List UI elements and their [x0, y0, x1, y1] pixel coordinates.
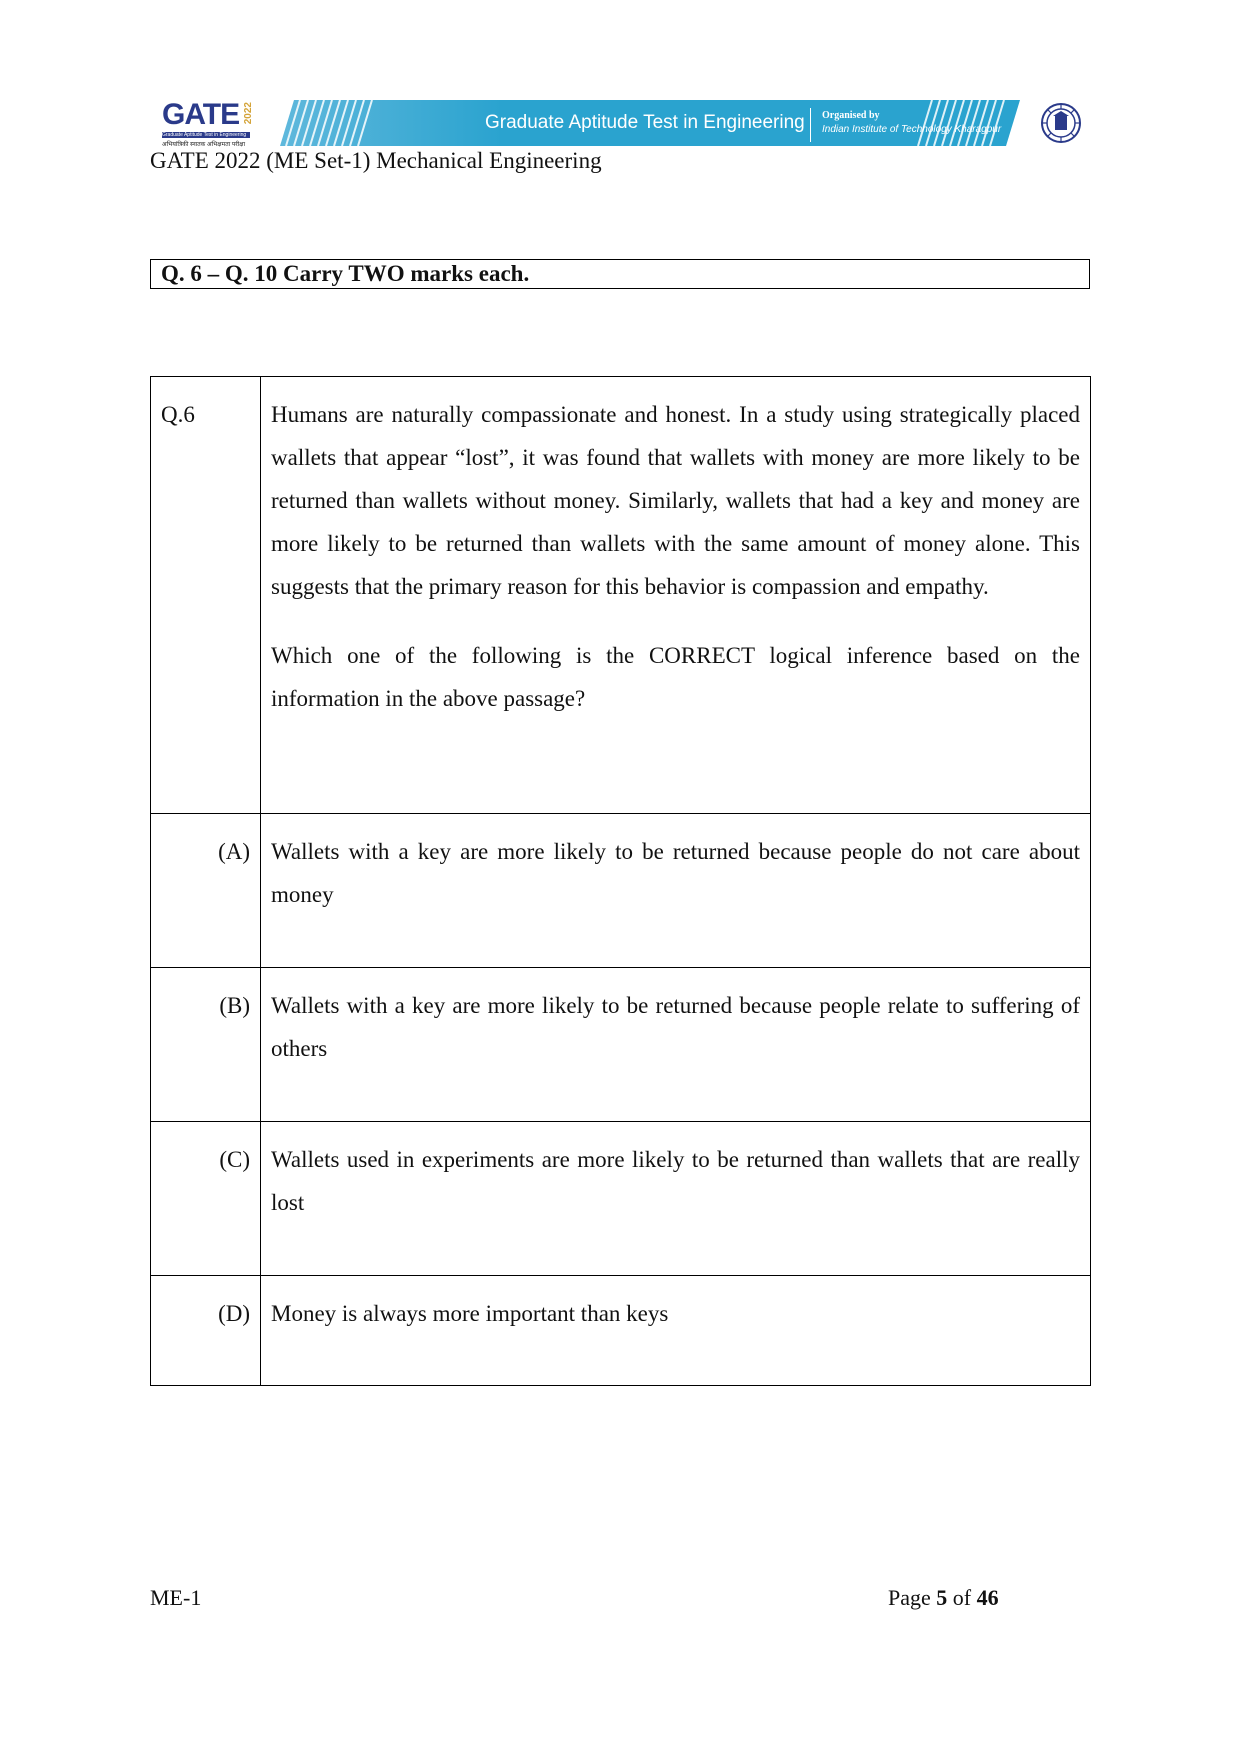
option-label: (D): [151, 1276, 261, 1386]
gate-logo-hindi: अभियांत्रिकी स्नातक अभिक्षमता परीक्षा: [162, 142, 246, 148]
document-subtitle: GATE 2022 (ME Set-1) Mechanical Engineering: [150, 148, 602, 173]
question-prompt: Which one of the following is the CORRECT logical inference based on the information in the above passage?: [271, 643, 1080, 711]
section-heading-box: [150, 259, 1090, 289]
option-row-c: [151, 1122, 1091, 1276]
footer-paper-code: ME-1: [150, 1585, 202, 1610]
option-text: Wallets with a key are more likely to be returned because people relate to suffering of others: [261, 968, 1091, 1122]
page-total: 46: [976, 1585, 999, 1610]
organised-by-label: Organised by: [822, 110, 880, 121]
page-prefix: Page: [888, 1585, 931, 1610]
option-text: Wallets used in experiments are more likely to be returned than wallets that are really lost: [261, 1122, 1091, 1276]
gate-logo-tagline: Graduate Aptitude Test in Engineering: [162, 132, 250, 138]
option-label: (C): [151, 1122, 261, 1276]
option-row-a: [151, 814, 1091, 968]
banner-divider: [810, 108, 811, 142]
banner-title: Graduate Aptitude Test in Engineering: [485, 112, 805, 133]
page-of: of: [952, 1585, 972, 1610]
iit-kharagpur-seal-icon: [1040, 102, 1082, 144]
question-table: [150, 376, 1091, 1386]
question-number: Q.6: [151, 377, 261, 814]
option-text: Wallets with a key are more likely to be returned because people do not care about money: [261, 814, 1091, 968]
header-banner: [160, 96, 1080, 152]
page-current: 5: [936, 1585, 948, 1610]
question-body: [261, 377, 1091, 814]
gate-logo-year: 2022: [243, 102, 254, 125]
gate-logo-text: GATE: [162, 98, 240, 131]
banner-stripe-band: [280, 100, 1020, 146]
option-row-b: [151, 968, 1091, 1122]
gate-logo: [160, 98, 265, 148]
option-label: (A): [151, 814, 261, 968]
question-stem-row: [151, 377, 1091, 814]
footer-page-number: [888, 1585, 999, 1611]
option-text: Money is always more important than keys: [261, 1276, 1091, 1386]
option-row-d: [151, 1276, 1091, 1386]
organiser-name: Indian Institute of Technology Kharagpur: [822, 124, 1002, 135]
section-heading: Q. 6 – Q. 10 Carry TWO marks each.: [161, 261, 530, 286]
question-paragraph: Humans are naturally compassionate and honest. In a study using strategically placed wallets that appear “lost”, it was found that wallets with money are more likely to be returned than wallets without money. Similarly, wallets that had a key and money are more likely to be returned than wallets with the same amount of money alone. This suggests that the primary reason for this behavior is compassion and empathy.: [271, 402, 1080, 599]
option-label: (B): [151, 968, 261, 1122]
